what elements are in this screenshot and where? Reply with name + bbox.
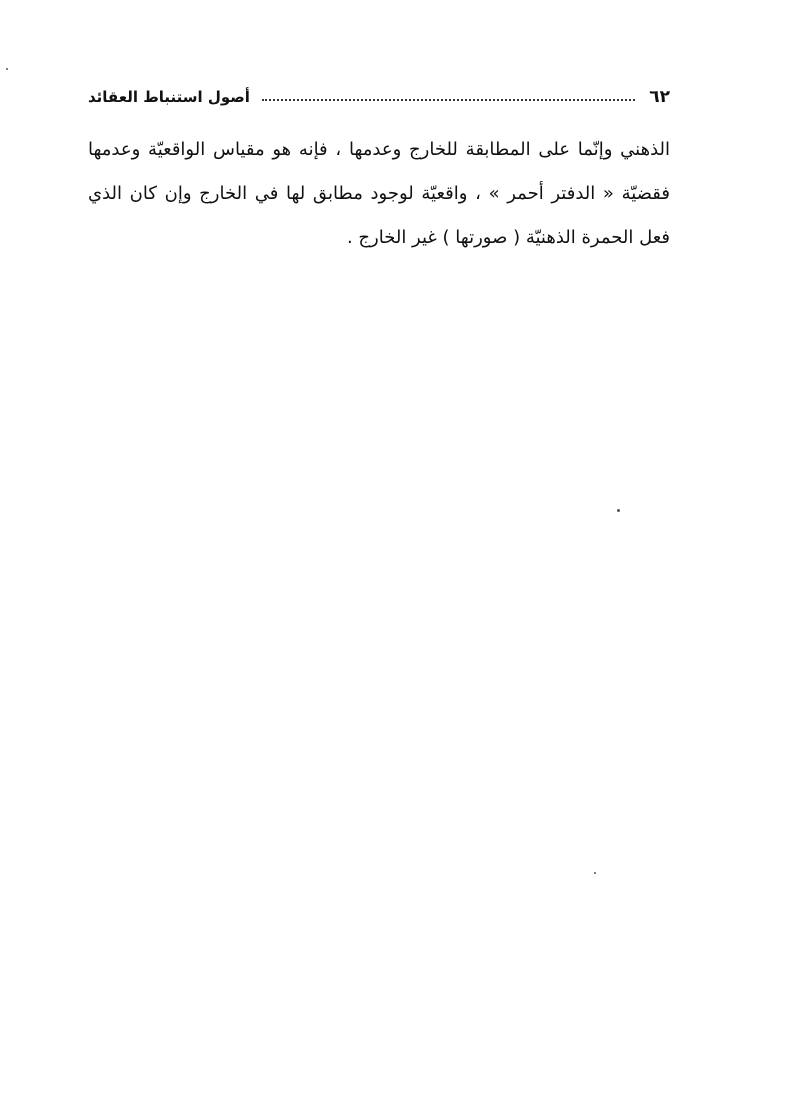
running-header xyxy=(88,84,670,110)
page-number: ٦٢ xyxy=(649,87,670,107)
scan-speck xyxy=(617,509,620,512)
scan-speck xyxy=(594,872,596,874)
dotted-leader xyxy=(262,99,635,101)
text-line: الذهني وإنّما على المطابقة للخارج وعدمها ، فإنه هو مقياس الواقعيّة وعدمها xyxy=(88,139,670,160)
scan-speck xyxy=(6,68,8,70)
body-paragraph xyxy=(88,128,670,260)
text-line: فعل الحمرة الذهنيّة ( صورتها ) غير الخارج . xyxy=(346,227,670,248)
running-title: أصول استنباط العقائد xyxy=(88,88,250,106)
text-line: فقضيّة « الدفتر أحمر » ، واقعيّة لوجود مطابق لها في الخارج وإن كان الذي xyxy=(88,183,670,204)
